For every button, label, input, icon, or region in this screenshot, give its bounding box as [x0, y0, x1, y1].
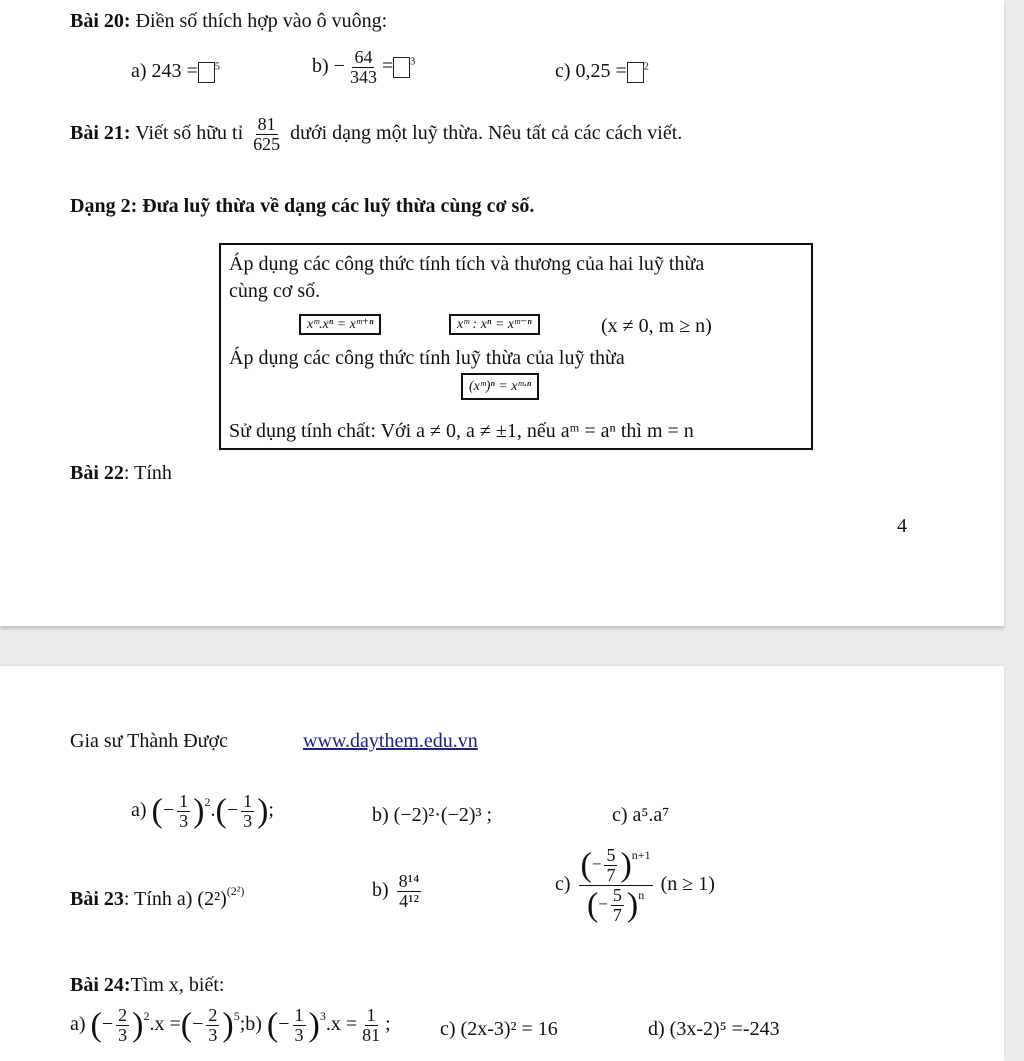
bai22-a: a) (− $\frac{1}{3}$ )$^2$.(− $\frac{1}{3}$ ); — [131, 791, 274, 831]
bai24-a-num2: 2 — [208, 1005, 218, 1025]
bai20-line — [70, 10, 387, 33]
document-page-2 — [0, 666, 1004, 1061]
bai20-heading: Bài 20: — [70, 10, 131, 32]
bai24-b-end: ; — [385, 1012, 391, 1035]
bai20-a-lhs: 243 = — [151, 60, 198, 82]
bai24-b-den: 3 — [294, 1024, 304, 1045]
formula-box — [219, 243, 813, 450]
formula-box-line3: Áp dụng các công thức tính luỹ thừa của luỹ thừa — [229, 347, 625, 369]
bai22-b-label: b) — [372, 804, 389, 826]
bai24-c-expr: (2x-3)² = 16 — [460, 1018, 558, 1040]
bai24-b-mid: .x = — [325, 1012, 358, 1035]
bai23-c-num2: 5 — [612, 884, 622, 905]
bai22-a-label: a) — [131, 798, 147, 821]
bai22-b-expr: (−2)²·(−2)³ ; — [393, 804, 493, 826]
bai23-heading: Bài 23 — [70, 888, 124, 910]
bai24-a-den: 3 — [118, 1024, 128, 1045]
bai20-b-label: b) — [312, 54, 329, 77]
bai23-a-exp: (2²) — [226, 884, 245, 898]
bai20-c-label: c) — [555, 60, 571, 82]
bai22-a-den2: 3 — [243, 810, 253, 831]
bai23-line — [70, 884, 245, 911]
bai20-a-exp: 5 — [214, 61, 220, 73]
bai24-a-den2: 3 — [208, 1024, 218, 1045]
bai23-b-den: 4¹² — [399, 890, 419, 911]
page-number: 4 — [897, 515, 907, 537]
bai21-post: dưới dạng một luỹ thừa. Nêu tất cả các cách viết. — [290, 121, 683, 144]
bai24-c — [440, 1018, 558, 1041]
bai23-b-label: b) — [372, 878, 389, 901]
formula-product-text: xᵐ.xⁿ = xᵐ⁺ⁿ — [299, 314, 381, 335]
bai20-c-lhs: 0,25 = — [575, 60, 627, 82]
bai22-heading: Bài 22 — [70, 462, 124, 484]
blank-square — [393, 57, 410, 78]
bai20-a-label: a) — [131, 60, 147, 82]
bai20-text: Điền số thích hợp vào ô vuông: — [135, 10, 388, 32]
bai24-a-end: ;b) — [239, 1012, 262, 1035]
bai23-c-cond: (n ≥ 1) — [660, 872, 715, 895]
bai21-pre: Viết số hữu tỉ — [135, 121, 244, 144]
bai24-line — [70, 974, 224, 997]
bai24-c-label: c) — [440, 1018, 456, 1040]
bai24-a-mid: .x = — [149, 1012, 181, 1035]
bai24-a-label: a) — [70, 1012, 86, 1035]
bai23-c-num: 5 — [606, 845, 616, 865]
bai21-line — [70, 115, 682, 154]
bai23-c-top-exp: n+1 — [631, 848, 651, 863]
bai24-d-expr: (3x-2)⁵ =-243 — [669, 1018, 780, 1040]
bai20-b — [312, 48, 415, 87]
bai20-b-eq: = — [381, 54, 394, 77]
formula-box-line4: Sử dụng tính chất: Với a ≠ 0, a ≠ ±1, nếu aᵐ = aⁿ thì m = n — [229, 420, 694, 442]
bai24-heading: Bài 24: — [70, 974, 131, 996]
bai24-b-exp: 3 — [319, 1008, 326, 1023]
bai20-a — [131, 60, 220, 83]
formula-box-line2: cùng cơ số. — [229, 280, 321, 302]
bai23-c-den: 7 — [606, 864, 616, 885]
bai22-text: : Tính — [123, 462, 172, 484]
bai22-a-den: 3 — [179, 810, 189, 831]
blank-square — [627, 62, 644, 83]
bai24-a-exp2: 5 — [233, 1008, 240, 1023]
bai23-c: c) (− $\frac{5}{7}$ )$^{n+1}$ (− $\frac{5}{7}$ )$^n$ (n ≥ 1) — [555, 845, 715, 925]
bai24-b-rnum: 1 — [366, 1005, 376, 1025]
bai22-a-end: ; — [268, 798, 274, 821]
bai21-fraction — [251, 115, 282, 154]
bai24-d — [648, 1018, 780, 1041]
bai22-c-label: c) — [612, 804, 628, 826]
formula-box-line1: Áp dụng các công thức tính tích và thương của hai luỹ thừa — [229, 253, 705, 275]
bai23-c-den2: 7 — [612, 904, 622, 925]
bai22-a-num2: 1 — [243, 791, 253, 811]
bai22-b — [372, 804, 492, 827]
bai23-a-expr: (2²) — [197, 888, 227, 910]
bai20-b-den: 343 — [349, 66, 377, 87]
bai22-c-expr: a⁵.a⁷ — [632, 804, 670, 826]
bai24-a-num: 2 — [118, 1005, 128, 1025]
formula-condition: (x ≠ 0, m ≥ n) — [601, 315, 712, 337]
bai24-b-num: 1 — [294, 1005, 304, 1025]
bai22-a-num: 1 — [179, 791, 189, 811]
bai21-num: 81 — [257, 114, 276, 134]
bai21-heading: Bài 21: — [70, 121, 131, 144]
bai23-b — [372, 872, 424, 911]
bai24-d-label: d) — [648, 1018, 665, 1040]
formula-quotient — [449, 315, 540, 333]
bai22-a-exp: 2 — [204, 794, 211, 809]
bai20-c-exp: 2 — [643, 61, 649, 73]
bai24-a-exp1: 2 — [143, 1008, 150, 1023]
bai20-b-sign: − — [333, 54, 345, 77]
formula-power — [461, 377, 539, 395]
bai20-c — [555, 60, 649, 83]
formula-power-text: (xᵐ)ⁿ = xᵐ·ⁿ — [461, 373, 539, 400]
formula-product — [299, 315, 381, 333]
page2-author: Gia sư Thành Được — [70, 730, 228, 752]
bai20-b-num: 64 — [354, 47, 373, 67]
bai24-text: Tìm x, biết: — [130, 974, 225, 996]
bai23-c-label: c) — [555, 872, 571, 895]
formula-quotient-text: xᵐ : xⁿ = xᵐ⁻ⁿ — [449, 314, 540, 335]
website-link[interactable]: www.daythem.edu.vn — [303, 730, 478, 752]
bai23-b-num: 8¹⁴ — [398, 871, 420, 891]
bai24-a-b: a) (− $\frac{2}{3}$ )$^2$.x =(− $\frac{2}{3}$ )$^5$;b) (− $\frac{1}{3}$ )$^3$.x = $\frac{1}{81}$ ; — [70, 1005, 391, 1045]
bai23-c-bot-exp: n — [638, 888, 645, 903]
bai20-b-exp: 3 — [410, 56, 416, 68]
bai22-c — [612, 804, 669, 827]
bai20-b-fraction — [348, 48, 379, 87]
bai21-den: 625 — [253, 133, 281, 154]
bai23-text: : Tính a) — [123, 888, 193, 910]
blank-square — [198, 62, 215, 83]
bai24-b-rden: 81 — [362, 1024, 381, 1045]
bai22-line — [70, 462, 172, 485]
dang2-title: Dạng 2: Đưa luỹ thừa về dạng các luỹ thừa cùng cơ số. — [70, 195, 535, 217]
